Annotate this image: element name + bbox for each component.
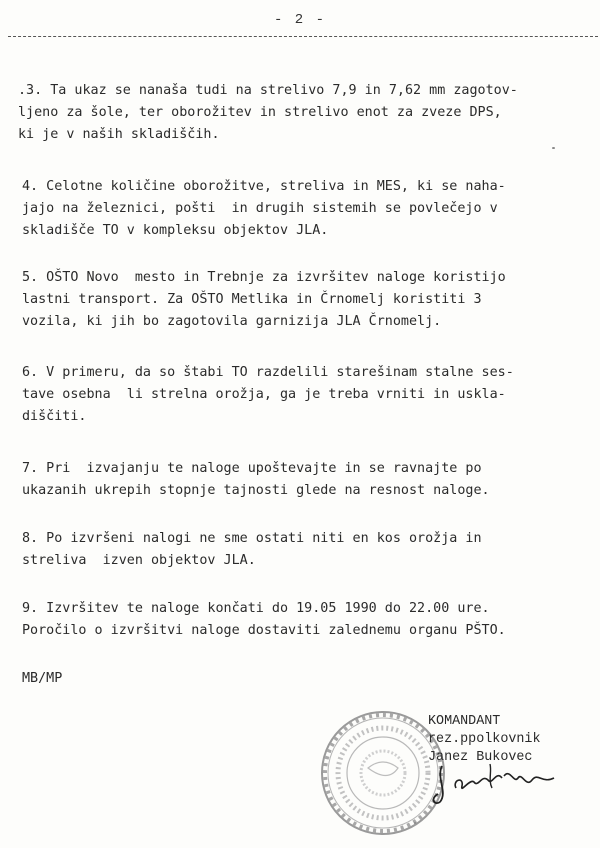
signature-rank: rez.ppolkovnik [428, 732, 541, 747]
paragraph-line: jajo na železnici, pošti in drugih sistemih se povlečejo v [22, 201, 498, 216]
paragraph-9 [22, 598, 592, 642]
paragraph-line: ukazanih ukrepih stopnje tajnosti glede na resnost naloge. [22, 483, 490, 498]
paragraph-line: skladišče TO v kompleksu objektov JLA. [22, 223, 329, 238]
author-initials: MB/MP [22, 671, 63, 686]
paragraph-4 [22, 176, 592, 242]
paragraph-line: 8. Po izvršeni nalogi ne sme ostati niti en kos orožja in [22, 531, 482, 546]
signature-title: KOMANDANT [428, 714, 501, 729]
paragraph-5 [22, 267, 592, 333]
paper-speck [552, 147, 555, 149]
page-number: - 2 - [273, 12, 326, 28]
paragraph-line: diščiti. [22, 409, 87, 424]
paragraph-line: tave osebna li strelna orožja, ga je treba vrniti in uskla- [22, 387, 506, 402]
paragraph-line: lastni transport. Za OŠTO Metlika in Črnomelj koristiti 3 [22, 292, 482, 307]
paragraph-line: 9. Izvršitev te naloge končati do 19.05 1990 do 22.00 ure. [22, 601, 490, 616]
paragraph-line: 6. V primeru, da so štabi TO razdelili starešinam stalne ses- [22, 365, 514, 380]
paragraph-8 [22, 528, 592, 572]
handwritten-signature [430, 758, 560, 808]
paragraph-line: 4. Celotne količine oborožitve, streliva in MES, ki se naha- [22, 179, 506, 194]
paragraph-line: Poročilo o izvršitvi naloge dostaviti zalednemu organu PŠTO. [22, 623, 506, 638]
paragraph-line: .3. Ta ukaz se nanaša tudi na strelivo 7,9 in 7,62 mm zagotov- [18, 83, 518, 98]
paragraph-line: 5. OŠTO Novo mesto in Trebnje za izvršitev naloge koristijo [22, 270, 506, 285]
header-rule [8, 36, 598, 37]
paragraph-line: 7. Pri izvajanju te naloge upoštevajte in se ravnajte po [22, 461, 482, 476]
paragraph-6 [22, 362, 592, 428]
paragraph-line: ki je v naših skladiščih. [18, 127, 220, 142]
paragraph-3 [18, 80, 588, 146]
paragraph-line: streliva izven objektov JLA. [22, 553, 256, 568]
paper-speck [414, 822, 416, 824]
paragraph-line: ljeno za šole, ter oborožitev in strelivo enot za zveze DPS, [18, 105, 502, 120]
signature-name: Janez Bukovec [428, 750, 533, 765]
paragraph-7 [22, 458, 592, 502]
paragraph-line: vozila, ki jih bo zagotovila garnizija JLA Črnomelj. [22, 314, 442, 329]
